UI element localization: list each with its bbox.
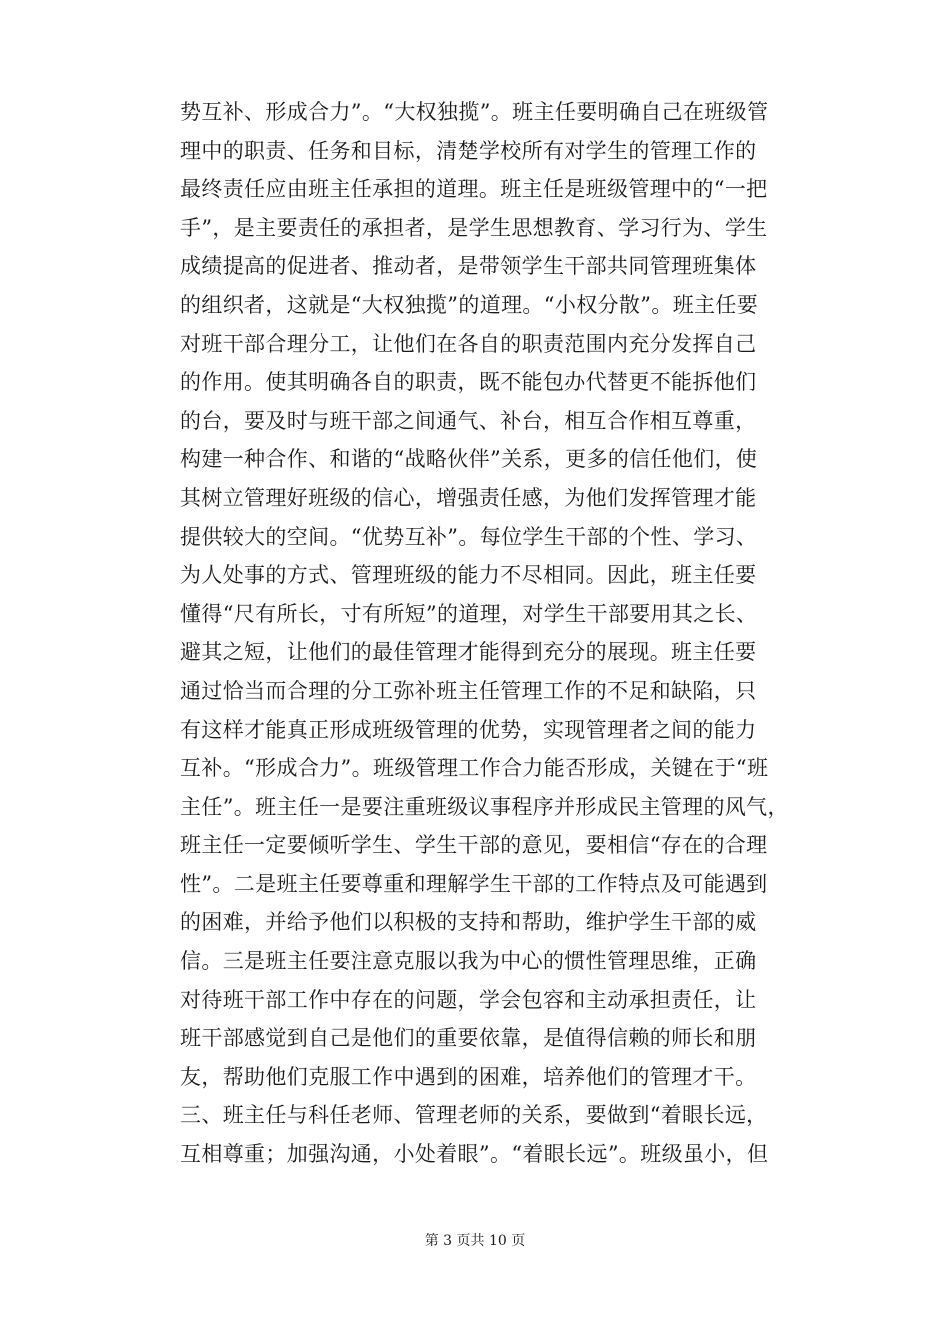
text-line: 懂得“尺有所长，寸有所短”的道理，对学生干部要用其之长、 bbox=[180, 601, 758, 626]
text-line: 互补。“形成合力”。班级管理工作合力能否形成，关键在于“班 bbox=[180, 756, 769, 781]
text-line: 势互补、形成合力”。“大权独揽”。班主任要明确自己在班级管 bbox=[180, 100, 769, 124]
text-line: 班干部感觉到自己是他们的重要依靠，是值得信赖的师长和朋 bbox=[180, 1026, 757, 1051]
text-line: 三、班主任与科任老师、管理老师的关系，要做到“着眼长远， bbox=[180, 1103, 768, 1128]
text-line: 信。三是班主任要注意克服以我为中心的惯性管理思维，正确 bbox=[180, 949, 757, 974]
text-line: 其树立管理好班级的信心，增强责任感，为他们发挥管理才能 bbox=[180, 485, 757, 510]
text-line: 的作用。使其明确各自的职责，既不能包办代替更不能拆他们 bbox=[180, 370, 757, 395]
text-line: 手”，是主要责任的承担者，是学生思想教育、学习行为、学生 bbox=[180, 215, 768, 240]
text-line: 避其之短，让他们的最佳管理才能得到充分的展现。班主任要 bbox=[180, 640, 757, 665]
text-line: 主任”。班主任一是要注重班级议事程序并形成民主管理的风气， bbox=[180, 794, 789, 819]
page-footer bbox=[0, 1232, 950, 1250]
text-line: 通过恰当而合理的分工弥补班主任管理工作的不足和缺陷，只 bbox=[180, 678, 757, 703]
text-line: 班主任一定要倾听学生、学生干部的意见，要相信“存在的合理 bbox=[180, 833, 768, 858]
text-line: 友，帮助他们克服工作中遇到的困难，培养他们的管理才干。 bbox=[180, 1064, 757, 1089]
text-line: 构建一种合作、和谐的“战略伙伴”关系，更多的信任他们，使 bbox=[180, 447, 758, 472]
text-line: 的台，要及时与班干部之间通气、补台，相互合作相互尊重， bbox=[180, 408, 757, 433]
text-line: 对待班干部工作中存在的问题，学会包容和主动承担责任，让 bbox=[180, 987, 757, 1012]
text-line: 对班干部合理分工，让他们在各自的职责范围内充分发挥自己 bbox=[180, 331, 757, 356]
text-line: 为人处事的方式、管理班级的能力不尽相同。因此，班主任要 bbox=[180, 563, 757, 588]
body-text bbox=[180, 93, 840, 1174]
text-line: 最终责任应由班主任承担的道理。班主任是班级管理中的“一把 bbox=[180, 177, 768, 202]
text-line: 互相尊重；加强沟通，小处着眼”。“着眼长远”。班级虽小，但 bbox=[180, 1142, 769, 1167]
text-line: 的组织者，这就是“大权独揽”的道理。“小权分散”。班主任要 bbox=[180, 292, 759, 317]
text-line: 成绩提高的促进者、推动者，是带领学生干部共同管理班集体 bbox=[180, 254, 757, 279]
text-line: 有这样才能真正形成班级管理的优势，实现管理者之间的能力 bbox=[180, 717, 757, 742]
text-line: 理中的职责、任务和目标，清楚学校所有对学生的管理工作的 bbox=[180, 138, 757, 163]
text-line: 提供较大的空间。“优势互补”。每位学生干部的个性、学习、 bbox=[180, 524, 758, 549]
text-line: 性”。二是班主任要尊重和理解学生干部的工作特点及可能遇到 bbox=[180, 871, 768, 896]
page-number: 第 3 页共 10 页 bbox=[424, 1233, 526, 1249]
text-line: 的困难，并给予他们以积极的支持和帮助，维护学生干部的威 bbox=[180, 910, 757, 935]
